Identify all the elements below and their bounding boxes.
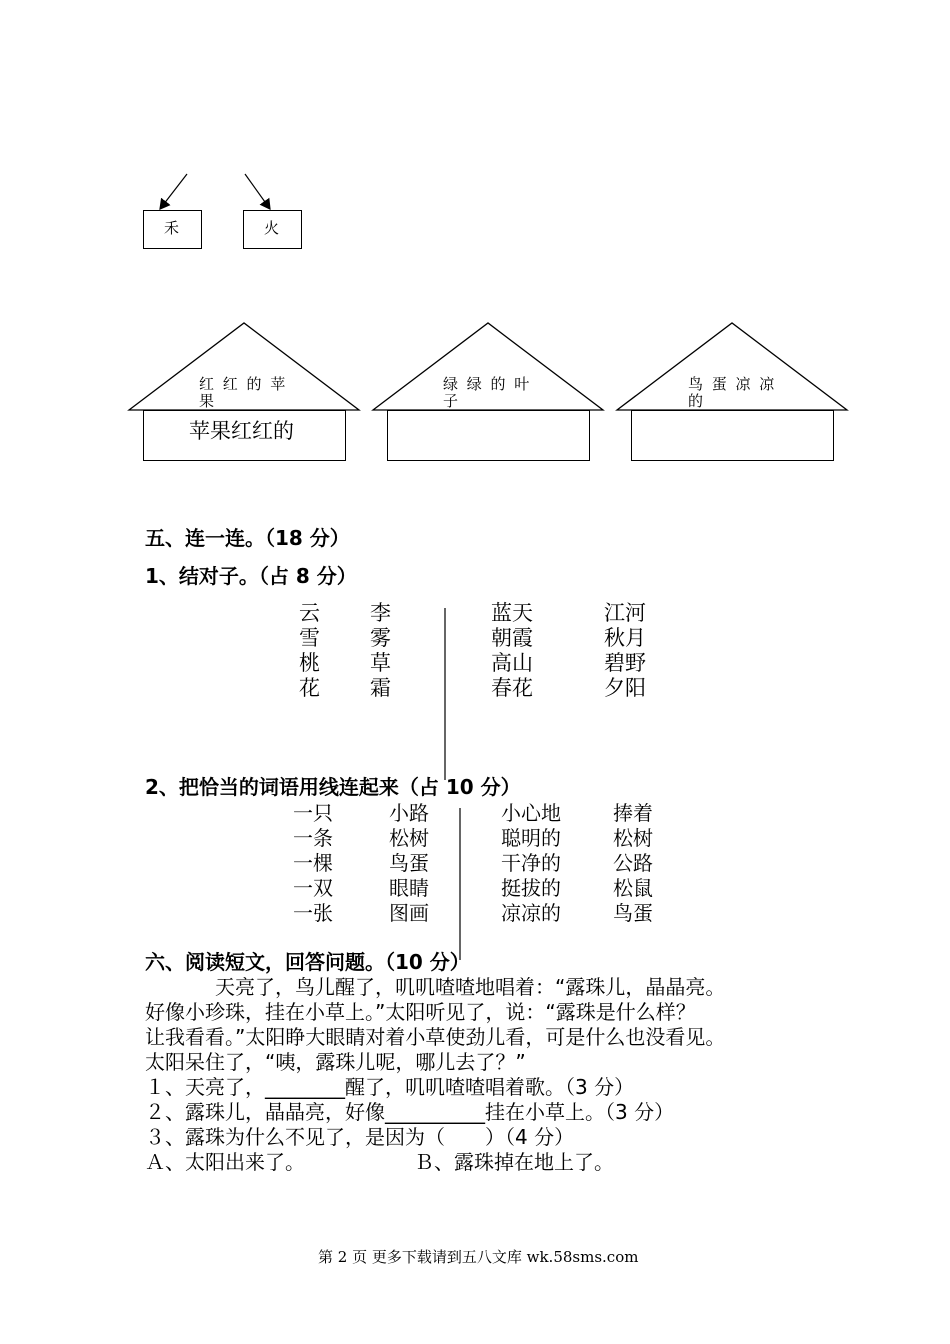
passage-line: 天亮了，鸟儿醒了，叽叽喳喳地唱着：“露珠儿，晶晶亮。: [175, 975, 726, 999]
question-1: １、天亮了，________醒了，叽叽喳喳唱着歌。（3 分）: [145, 1075, 635, 1099]
match-word: 捧着: [613, 801, 653, 825]
match-word: 干净的: [501, 851, 561, 875]
house-answer: 苹果红红的: [189, 419, 294, 443]
passage-line: 好像小珍珠，挂在小草上。”太阳听见了，说：“露珠是什么样？: [145, 1000, 696, 1024]
char-box-label: 禾: [164, 219, 180, 237]
match-word: 一棵: [293, 851, 333, 875]
char-box-huo: [243, 210, 302, 249]
house-roof-text-1: 红 红 的 苹 果: [199, 376, 288, 410]
match-word: 松树: [613, 826, 653, 850]
house-roof-text-3: 鸟 蛋 凉 凉 的: [688, 376, 777, 410]
match-word: 鸟蛋: [613, 901, 653, 925]
pair-word: 花: [299, 676, 320, 700]
section5-part2-title: 2、把恰当的词语用线连起来（占 10 分）: [145, 775, 521, 799]
house-body-1: [143, 410, 346, 461]
page-footer: 第 2 页 更多下载请到五八文库 wk.58sms.com: [318, 1248, 639, 1266]
pair-word: 春花: [491, 676, 533, 700]
pair-word: 高山: [491, 651, 533, 675]
match-word: 一条: [293, 826, 333, 850]
match-word: 小心地: [501, 801, 561, 825]
passage-line: 太阳呆住了，“咦，露珠儿呢，哪儿去了？”: [145, 1050, 526, 1074]
match-word: 一双: [293, 876, 333, 900]
section6-title: 六、阅读短文，回答问题。（10 分）: [145, 950, 470, 974]
pair-word: 蓝天: [491, 601, 533, 625]
section5-title: 五、连一连。（18 分）: [145, 526, 350, 550]
pair-word: 朝霞: [491, 626, 533, 650]
option-b: Ｂ、露珠掉在地上了。: [414, 1150, 614, 1174]
match-word: 一张: [293, 901, 333, 925]
char-box-he: [143, 210, 202, 249]
option-a: Ａ、太阳出来了。: [145, 1150, 305, 1174]
question-3: ３、露珠为什么不见了，是因为（ ）（4 分）: [145, 1125, 575, 1149]
match-word: 聪明的: [501, 826, 561, 850]
match-word: 小路: [389, 801, 429, 825]
house-body-3[interactable]: [631, 410, 834, 461]
match-word: 松树: [389, 826, 429, 850]
section5-part1-title: 1、结对子。（占 8 分）: [145, 564, 357, 588]
pair-word: 李: [370, 601, 391, 625]
match-word: 鸟蛋: [389, 851, 429, 875]
match-word: 眼睛: [389, 876, 429, 900]
house-body-2[interactable]: [387, 410, 590, 461]
match-word: 公路: [613, 851, 653, 875]
pair-word: 秋月: [604, 626, 646, 650]
char-box-label: 火: [264, 219, 280, 237]
pair-word: 霜: [370, 676, 391, 700]
pair-word: 碧野: [604, 651, 646, 675]
match-word: 松鼠: [613, 876, 653, 900]
arrow-right: [245, 174, 270, 209]
match-word: 凉凉的: [501, 901, 561, 925]
pair-word: 云: [299, 601, 320, 625]
pair-word: 桃: [299, 651, 320, 675]
pair-word: 雾: [370, 626, 391, 650]
match-word: 一只: [293, 801, 333, 825]
pair-word: 雪: [299, 626, 320, 650]
pair-word: 夕阳: [604, 676, 646, 700]
pair-word: 草: [370, 651, 391, 675]
pair-word: 江河: [604, 601, 646, 625]
match-word: 挺拔的: [501, 876, 561, 900]
match-word: 图画: [389, 901, 429, 925]
passage-line: 让我看看。”太阳睁大眼睛对着小草使劲儿看，可是什么也没看见。: [145, 1025, 726, 1049]
question-2: ２、露珠儿，晶晶亮，好像__________挂在小草上。（3 分）: [145, 1100, 675, 1124]
house-roof-text-2: 绿 绿 的 叶 子: [443, 376, 532, 410]
arrow-left: [160, 174, 187, 209]
